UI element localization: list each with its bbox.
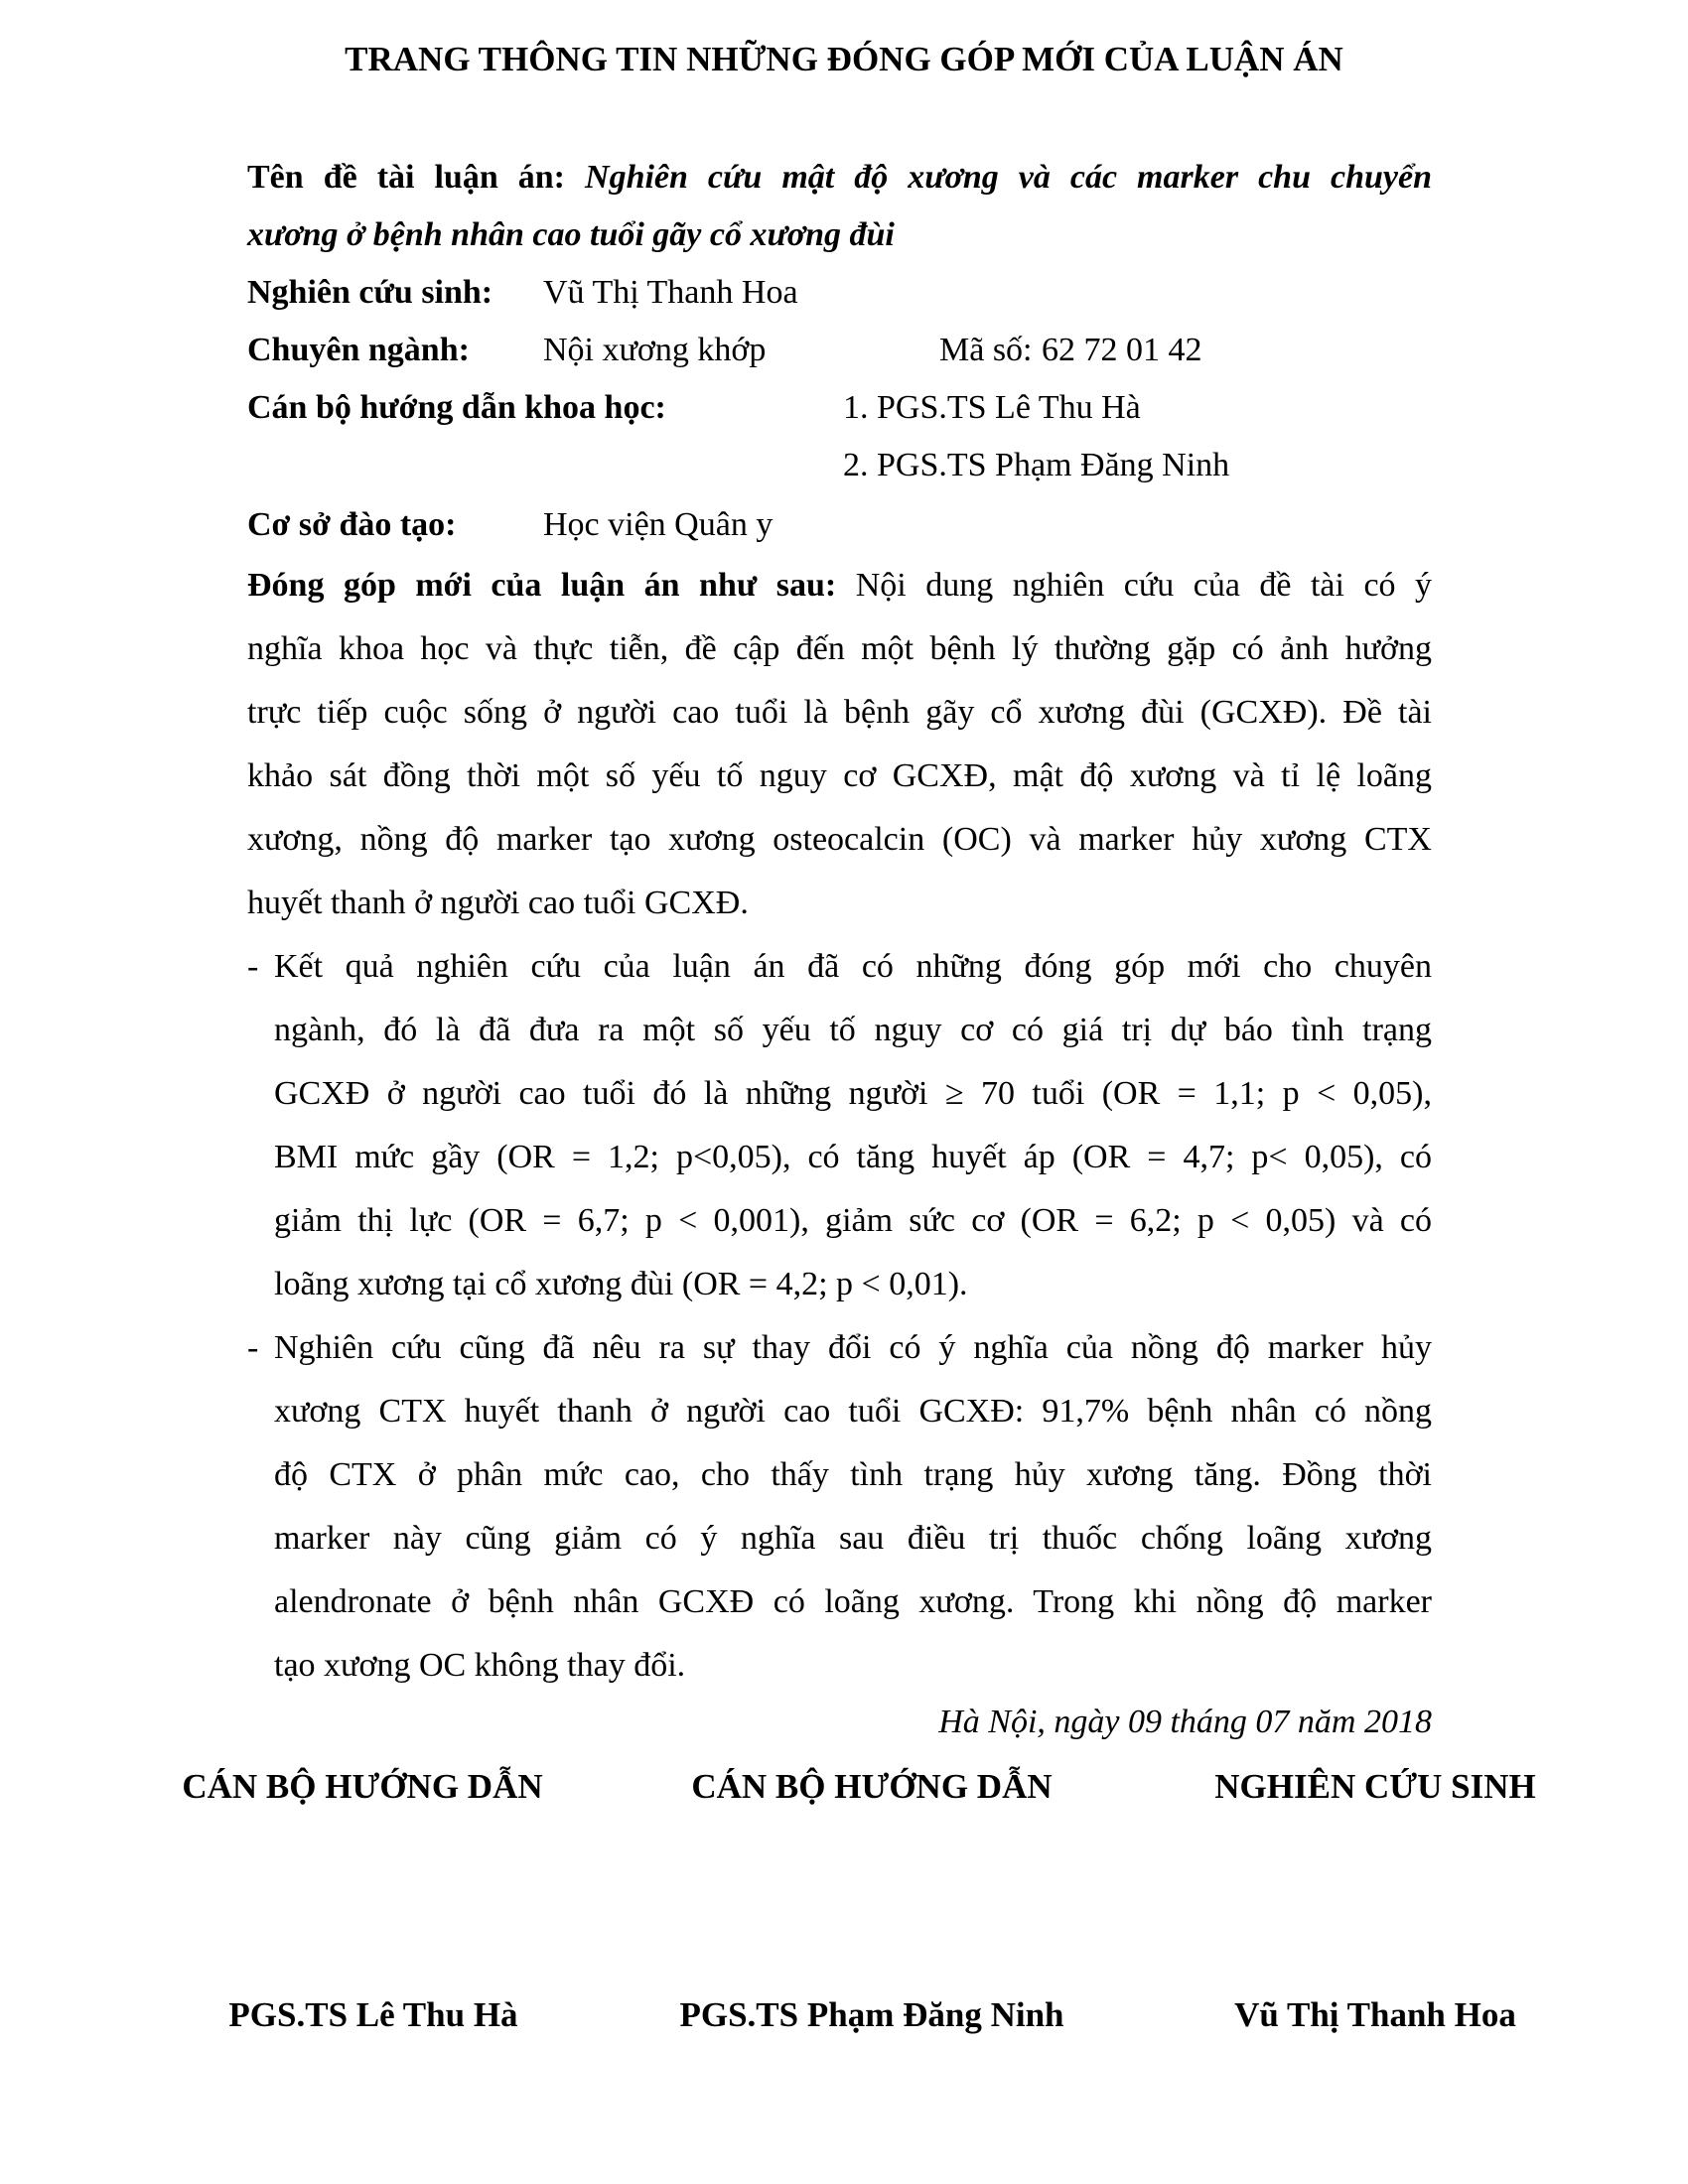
researcher-row [247, 264, 1432, 322]
supervisors-label: Cán bộ hướng dẫn khoa học: [247, 389, 666, 426]
page-title: TRANG THÔNG TIN NHỮNG ĐÓNG GÓP MỚI CỦA LUẬN ÁN [345, 40, 1343, 78]
bullet-line: độ CTX ở phân mức cao, cho thấy tình trạng hủy xương tăng. Đồng thời [274, 1456, 1432, 1493]
contribution-line: trực tiếp cuộc sống ở người cao tuổi là bệnh gãy cổ xương đùi (GCXĐ). Đề tài [247, 694, 1432, 731]
bullet-item [247, 935, 1432, 1316]
contribution-line [247, 554, 1432, 617]
bullet-item [247, 1316, 1432, 1698]
thesis-topic-line-2 [247, 206, 1432, 264]
contribution-text: Nội dung nghiên cứu của đề tài có ý [855, 567, 1433, 604]
institution-value: Học viện Quân y [543, 506, 774, 543]
bullet-line: alendronate ở bệnh nhân GCXĐ có loãng xương. Trong khi nồng độ marker [274, 1583, 1432, 1620]
thesis-topic-label: Tên đề tài luận án: [247, 159, 565, 196]
major-code: 62 72 01 42 [1042, 332, 1202, 368]
supervisor-1: 1. PGS.TS Lê Thu Hà [843, 389, 1141, 426]
contribution-line: xương, nồng độ marker tạo xương osteocalcin (OC) và marker hủy xương CTX [247, 821, 1432, 858]
contribution-line: nghĩa khoa học và thực tiễn, đề cập đến một bệnh lý thường gặp có ảnh hưởng [247, 630, 1432, 667]
major-label: Chuyên ngành: [247, 332, 470, 368]
signature-name-2: PGS.TS Phạm Đăng Ninh [679, 1995, 1064, 2034]
bullet-dash: - [247, 948, 259, 985]
researcher-label: Nghiên cứu sinh: [247, 274, 493, 311]
institution-label: Cơ sở đào tạo: [247, 506, 457, 543]
signature-role-3: NGHIÊN CỨU SINH [1214, 1767, 1536, 1806]
date-line: Hà Nội, ngày 09 tháng 07 năm 2018 [938, 1704, 1432, 1740]
signature-role-1: CÁN BỘ HƯỚNG DẪN [182, 1767, 543, 1806]
signature-name-3: Vũ Thị Thanh Hoa [1234, 1995, 1516, 2034]
contribution-paragraph [247, 554, 1432, 935]
thesis-topic [247, 149, 1432, 264]
bullet-dash: - [247, 1329, 259, 1366]
bullet-line: ngành, đó là đã đưa ra một số yếu tố nguy cơ có giá trị dự báo tình trạng [274, 1012, 1432, 1048]
major-value: Nội xương khớp [543, 332, 767, 368]
thesis-topic-line-1 [247, 149, 1432, 206]
signature-name-1: PGS.TS Lê Thu Hà [228, 1995, 518, 2034]
bullet-line: giảm thị lực (OR = 6,7; p < 0,001), giảm sức cơ (OR = 6,2; p < 0,05) và có [274, 1202, 1432, 1239]
bullet-line: loãng xương tại cổ xương đùi (OR = 4,2; p < 0,01). [274, 1266, 968, 1302]
bullet-line: xương CTX huyết thanh ở người cao tuổi GCXĐ: 91,7% bệnh nhân có nồng [274, 1393, 1432, 1430]
major-row [247, 322, 1432, 379]
bullet-line [247, 935, 1432, 999]
bullet-line: BMI mức gầy (OR = 1,2; p<0,05), có tăng huyết áp (OR = 4,7; p< 0,05), có [274, 1139, 1432, 1175]
contribution-label: Đóng góp mới của luận án như sau: [247, 567, 837, 604]
contribution-line: khảo sát đồng thời một số yếu tố nguy cơ GCXĐ, mật độ xương và tỉ lệ loãng [247, 757, 1432, 794]
bullet-text: Nghiên cứu cũng đã nêu ra sự thay đổi có ý nghĩa của nồng độ marker hủy [274, 1329, 1432, 1366]
bullet-line: tạo xương OC không thay đổi. [274, 1647, 686, 1684]
supervisor-2: 2. PGS.TS Phạm Đăng Ninh [843, 447, 1230, 483]
thesis-topic-text-1: Nghiên cứu mật độ xương và các marker chu chuyển [585, 159, 1432, 196]
thesis-topic-text-2: xương ở bệnh nhân cao tuổi gãy cổ xương đùi [247, 216, 895, 253]
supervisors-label-line [247, 379, 1432, 437]
bullet-line: marker này cũng giảm có ý nghĩa sau điều trị thuốc chống loãng xương [274, 1520, 1432, 1557]
signature-role-2: CÁN BỘ HƯỚNG DẪN [691, 1767, 1053, 1806]
bullet-line: GCXĐ ở người cao tuổi đó là những người ≥ 70 tuổi (OR = 1,1; p < 0,05), [274, 1075, 1432, 1112]
major-code-label: Mã số: [939, 332, 1033, 368]
bullet-line [247, 1316, 1432, 1380]
researcher-name: Vũ Thị Thanh Hoa [543, 274, 798, 311]
contribution-line: huyết thanh ở người cao tuổi GCXĐ. [247, 885, 749, 921]
bullet-text: Kết quả nghiên cứu của luận án đã có những đóng góp mới cho chuyên [274, 948, 1432, 985]
supervisors-block [247, 379, 1432, 498]
institution-row [247, 496, 1432, 554]
